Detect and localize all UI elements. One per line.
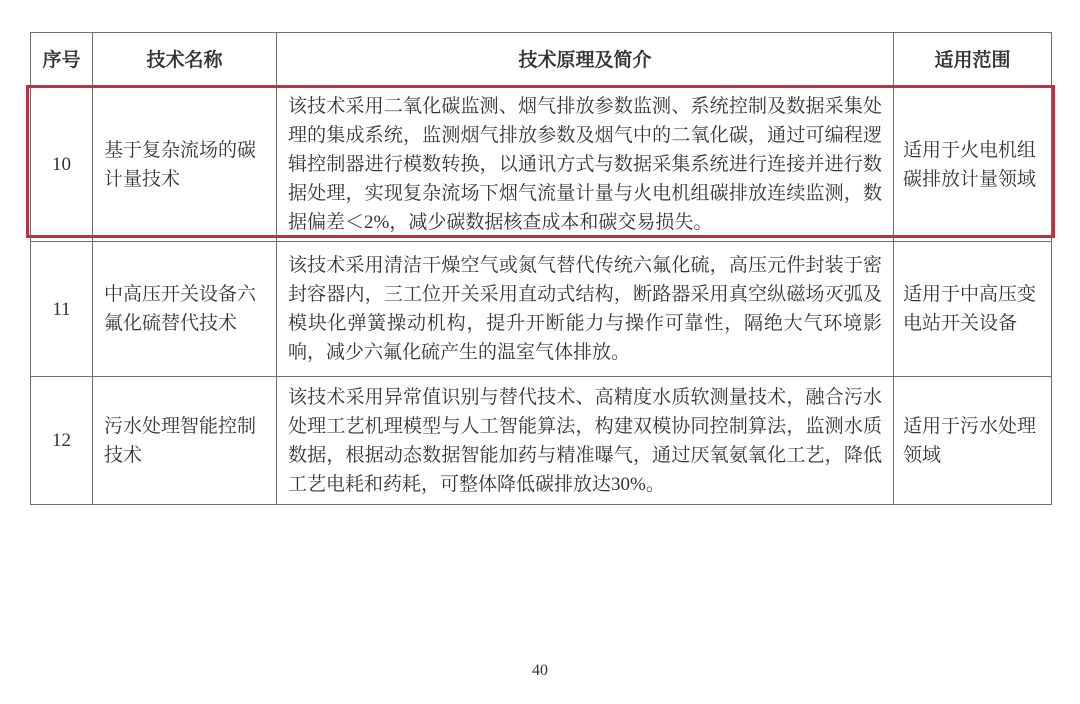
tech-description: 该技术采用清洁干燥空气或氮气替代传统六氟化硫，高压元件封装于密封容器内，三工位开关采用直动式结构，断路器采用真空纵磁场灭弧及模块化弹簧操动机构，提升开断能力与操作可靠性，隔绝大气环境影响，减少六氟化硫产生的温室气体排放。 — [277, 242, 894, 377]
tech-scope: 适用于火电机组碳排放计量领域 — [894, 88, 1052, 242]
tech-description: 该技术采用二氧化碳监测、烟气排放参数监测、系统控制及数据采集处理的集成系统，监测烟气排放参数及烟气中的二氧化碳，通过可编程逻辑控制器进行模数转换，以通讯方式与数据采集系统进行连接并进行数据处理，实现复杂流场下烟气流量计量与火电机组碳排放连续监测，数据偏差＜2%，减少碳数据核查成本和碳交易损失。 — [277, 88, 894, 242]
row-number: 12 — [31, 377, 93, 505]
technology-table — [30, 32, 1052, 505]
table-row-10 — [31, 88, 1052, 242]
col-header-name: 技术名称 — [93, 33, 277, 88]
page-number: 40 — [532, 662, 548, 679]
col-header-scope: 适用范围 — [894, 33, 1052, 88]
tech-name: 污水处理智能控制技术 — [93, 377, 277, 505]
tech-description: 该技术采用异常值识别与替代技术、高精度水质软测量技术，融合污水处理工艺机理模型与人工智能算法，构建双模协同控制算法，监测水质数据，根据动态数据智能加药与精准曝气，通过厌氧氨氧化工艺，降低工艺电耗和药耗，可整体降低碳排放达30%。 — [277, 377, 894, 505]
technology-table-container — [30, 32, 1051, 505]
row-number: 11 — [31, 242, 93, 377]
tech-name: 中高压开关设备六氟化硫替代技术 — [93, 242, 277, 377]
tech-scope: 适用于污水处理领域 — [894, 377, 1052, 505]
table-row-12 — [31, 377, 1052, 505]
col-header-principle: 技术原理及简介 — [277, 33, 894, 88]
header-row — [31, 33, 1052, 88]
col-header-no: 序号 — [31, 33, 93, 88]
tech-scope: 适用于中高压变电站开关设备 — [894, 242, 1052, 377]
table-row-11 — [31, 242, 1052, 377]
row-number: 10 — [31, 88, 93, 242]
tech-name: 基于复杂流场的碳计量技术 — [93, 88, 277, 242]
